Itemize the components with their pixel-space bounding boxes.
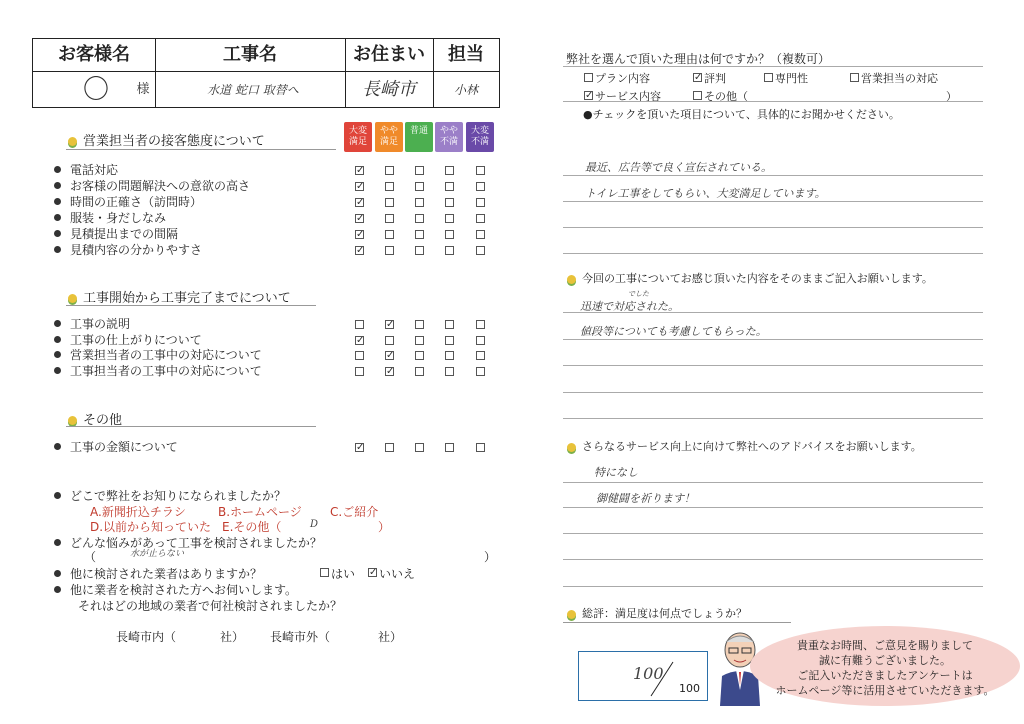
question-how-know: どこで弊社をお知りになられましたか？ [54, 487, 286, 504]
sec2-checkbox[interactable] [445, 320, 454, 329]
sec2-checkbox[interactable]: ✓ [356, 334, 365, 346]
sec2-item: 営業担当者の工事中の対応について [54, 348, 262, 363]
reason-option-label: 営業担当の対応 [861, 72, 938, 85]
sec1-checkbox[interactable]: ✓ [356, 197, 365, 208]
flower-icon [68, 137, 77, 146]
score-question: 総評：満足度は何点でしょうか？ [567, 605, 747, 621]
sec2-checkbox[interactable] [415, 351, 424, 360]
sec1-checkbox[interactable] [445, 198, 454, 207]
sec1-item: 電話対応 [54, 163, 118, 178]
sec1-checkbox[interactable] [415, 214, 424, 223]
flower-icon [68, 294, 77, 303]
flower-icon [68, 416, 77, 425]
sec1-checkbox[interactable]: ✓ [356, 213, 365, 224]
sec1-checkbox[interactable] [476, 198, 485, 207]
address-value: 長崎市 [362, 79, 416, 100]
reason-answer-2: トイレ工事をしてもらい、大変満足しています。 [585, 187, 826, 200]
option-c: C.ご紹介 [330, 505, 379, 519]
flower-icon [567, 443, 576, 452]
sec1-checkbox[interactable]: ✓ [356, 165, 365, 176]
rating-very-unsatisfied: 大変 不満 [466, 122, 494, 152]
reason-option-label: その他（ [704, 90, 748, 103]
sec1-checkbox[interactable] [385, 166, 394, 175]
sec1-item: 時間の正確さ（訪問時） [54, 195, 202, 210]
customer-value: 〇 [82, 75, 109, 105]
trouble-close-paren: ） [484, 550, 497, 564]
vendor-no-checkbox[interactable]: ✓ [369, 567, 378, 578]
sec2-checkbox[interactable]: ✓ [386, 319, 395, 330]
option-e-close: ） [378, 520, 391, 534]
sec2-checkbox[interactable] [476, 367, 485, 376]
sec2-checkbox[interactable] [445, 336, 454, 345]
trouble-open-paren: （ [84, 550, 97, 564]
sec1-checkbox[interactable] [445, 166, 454, 175]
header-table [32, 38, 500, 108]
advice-answer-2: 御健闘を祈ります！ [596, 492, 695, 505]
sec1-checkbox[interactable] [415, 166, 424, 175]
sec1-checkbox[interactable] [415, 230, 424, 239]
reason-option-checkbox[interactable] [584, 73, 593, 82]
sec2-checkbox[interactable] [355, 351, 364, 360]
sec1-item: 服装・身だしなみ [54, 211, 166, 226]
trouble-answer: 水が止らない [130, 549, 185, 559]
option-b: B.ホームページ [218, 505, 302, 519]
sec3-checkbox[interactable] [476, 443, 485, 452]
sec2-checkbox[interactable] [476, 336, 485, 345]
score-max: 100 [679, 682, 700, 695]
sec1-checkbox[interactable] [476, 214, 485, 223]
sec1-checkbox[interactable] [476, 166, 485, 175]
rating-unsatisfied: やや 不満 [435, 122, 463, 152]
option-e: E.その他（ [222, 520, 282, 534]
vendor-yes-checkbox[interactable] [320, 568, 329, 577]
sec1-checkbox[interactable]: ✓ [356, 181, 365, 192]
sec2-item: 工事の仕上がりについて [54, 333, 202, 348]
sec1-checkbox[interactable]: ✓ [356, 229, 365, 240]
sec1-checkbox[interactable] [385, 198, 394, 207]
sec1-checkbox[interactable] [385, 246, 394, 255]
sec2-item: 工事担当者の工事中の対応について [54, 364, 262, 379]
vendor-no-label: いいえ [379, 567, 416, 581]
question-other-vendor: 他に検討された業者はありますか？ [54, 565, 262, 582]
sec2-checkbox[interactable] [445, 367, 454, 376]
header-work: 工事名 [223, 44, 277, 65]
reason-answer-1: 最近、広告等で良く宣伝されている。 [585, 161, 772, 174]
score-box [578, 651, 708, 701]
rating-satisfied: やや 満足 [375, 122, 403, 152]
sec2-checkbox[interactable] [355, 367, 364, 376]
score-value: 100 [633, 664, 664, 683]
sec2-checkbox[interactable]: ✓ [386, 365, 395, 377]
option-a: A.新聞折込チラシ [90, 505, 186, 519]
header-staff: 担当 [448, 44, 484, 65]
sec2-checkbox[interactable] [445, 351, 454, 360]
sec2-checkbox[interactable] [415, 320, 424, 329]
option-d: D.以前から知っていた [90, 520, 212, 534]
question-vendor-region-2: それはどの地域の業者で何社検討されましたか？ [78, 599, 343, 613]
sec1-checkbox[interactable] [445, 214, 454, 223]
work-value: 水道 蛇口 取替へ [207, 83, 299, 97]
section-3-title: その他 [68, 409, 122, 428]
sec1-checkbox[interactable] [476, 246, 485, 255]
sec3-checkbox[interactable]: ✓ [356, 442, 365, 453]
sec1-item: 見積提出までの間隔 [54, 227, 178, 242]
flower-icon [567, 610, 576, 619]
impression-answer-2: 値段等についても考慮してもらった。 [580, 325, 767, 338]
impression-ruby: でした [628, 290, 649, 298]
out-city-label: 長崎市外（ [270, 630, 331, 644]
reason-option-label: 専門性 [775, 72, 808, 85]
sec2-item: 工事の説明 [54, 317, 130, 332]
sec1-checkbox[interactable] [476, 230, 485, 239]
sec1-item: 見積内容の分かりやすさ [54, 243, 202, 258]
sec1-checkbox[interactable] [445, 230, 454, 239]
sec3-item: 工事の金額について [54, 440, 178, 455]
sec1-item: お客様の問題解決への意欲の高さ [54, 179, 250, 194]
thanks-message: 貴重なお時間、ご意見を賜りまして 誠に有難うございました。 ご記入いただきましたアンケートは ホームページ等に活用させていただきます。 [775, 639, 995, 697]
sec1-checkbox[interactable] [445, 182, 454, 191]
sec1-checkbox[interactable] [415, 182, 424, 191]
reason-question: 弊社を選んで頂いた理由は何ですか？（複数可） [566, 52, 831, 66]
section-1-title: 営業担当者の接客態度について [68, 130, 265, 149]
sec1-checkbox[interactable] [385, 230, 394, 239]
sec1-checkbox[interactable] [445, 246, 454, 255]
sec3-checkbox[interactable] [445, 443, 454, 452]
impression-question: 今回の工事についてお感じ頂いた内容をそのままご記入お願いします。 [567, 270, 933, 286]
customer-sama: 様 [136, 82, 150, 97]
staff-value: 小林 [453, 83, 478, 97]
sec1-checkbox[interactable] [385, 182, 394, 191]
reason-option-close: ） [946, 90, 957, 103]
advice-answer-1: 特になし [594, 466, 638, 479]
sec1-checkbox[interactable] [415, 198, 424, 207]
rating-very-satisfied: 大変 満足 [344, 122, 372, 152]
section-2-title: 工事開始から工事完了までについて [68, 287, 291, 306]
reason-option-label: 評判 [704, 72, 726, 85]
option-e-value: D [310, 519, 319, 530]
sec2-checkbox[interactable] [415, 336, 424, 345]
question-trouble: どんな悩みがあって工事を検討されましたか？ [54, 534, 322, 551]
sec2-checkbox[interactable]: ✓ [386, 350, 395, 361]
reason-option-checkbox[interactable] [764, 73, 773, 82]
question-vendor-region: 他に業者を検討された方へお伺いします。 [54, 581, 297, 598]
sec3-checkbox[interactable] [385, 443, 394, 452]
sec1-checkbox[interactable]: ✓ [356, 245, 365, 256]
sec2-checkbox[interactable] [385, 336, 394, 345]
vendor-yes-label: はい [331, 567, 356, 581]
in-city-unit: 社） [220, 630, 245, 644]
rating-normal: 普通 [405, 122, 433, 152]
in-city-label: 長崎市内（ [116, 630, 177, 644]
sec2-checkbox[interactable] [415, 367, 424, 376]
out-city-unit: 社） [378, 630, 403, 644]
sec1-checkbox[interactable] [385, 214, 394, 223]
reason-note: ●チェックを頂いた項目について、具体的にお聞かせください。 [583, 108, 900, 121]
header-customer: お客様名 [58, 44, 130, 65]
header-address: お住まい [353, 44, 425, 65]
reason-option-checkbox[interactable] [850, 73, 859, 82]
reason-option-label: サービス内容 [595, 90, 661, 103]
sec2-checkbox[interactable] [355, 320, 364, 329]
reason-option-label: プラン内容 [595, 72, 650, 85]
sec2-checkbox[interactable] [476, 351, 485, 360]
sec1-checkbox[interactable] [476, 182, 485, 191]
reason-option-checkbox[interactable]: ✓ [585, 90, 594, 101]
sec2-checkbox[interactable] [476, 320, 485, 329]
reason-option-checkbox[interactable] [693, 91, 702, 100]
sec3-checkbox[interactable] [415, 443, 424, 452]
sec1-checkbox[interactable] [415, 246, 424, 255]
impression-answer-1: 迅速で対応された。 [580, 300, 679, 313]
flower-icon [567, 275, 576, 284]
advice-question: さらなるサービス向上に向けて弊社へのアドバイスをお願いします。 [567, 438, 922, 454]
reason-option-checkbox[interactable]: ✓ [694, 72, 703, 83]
